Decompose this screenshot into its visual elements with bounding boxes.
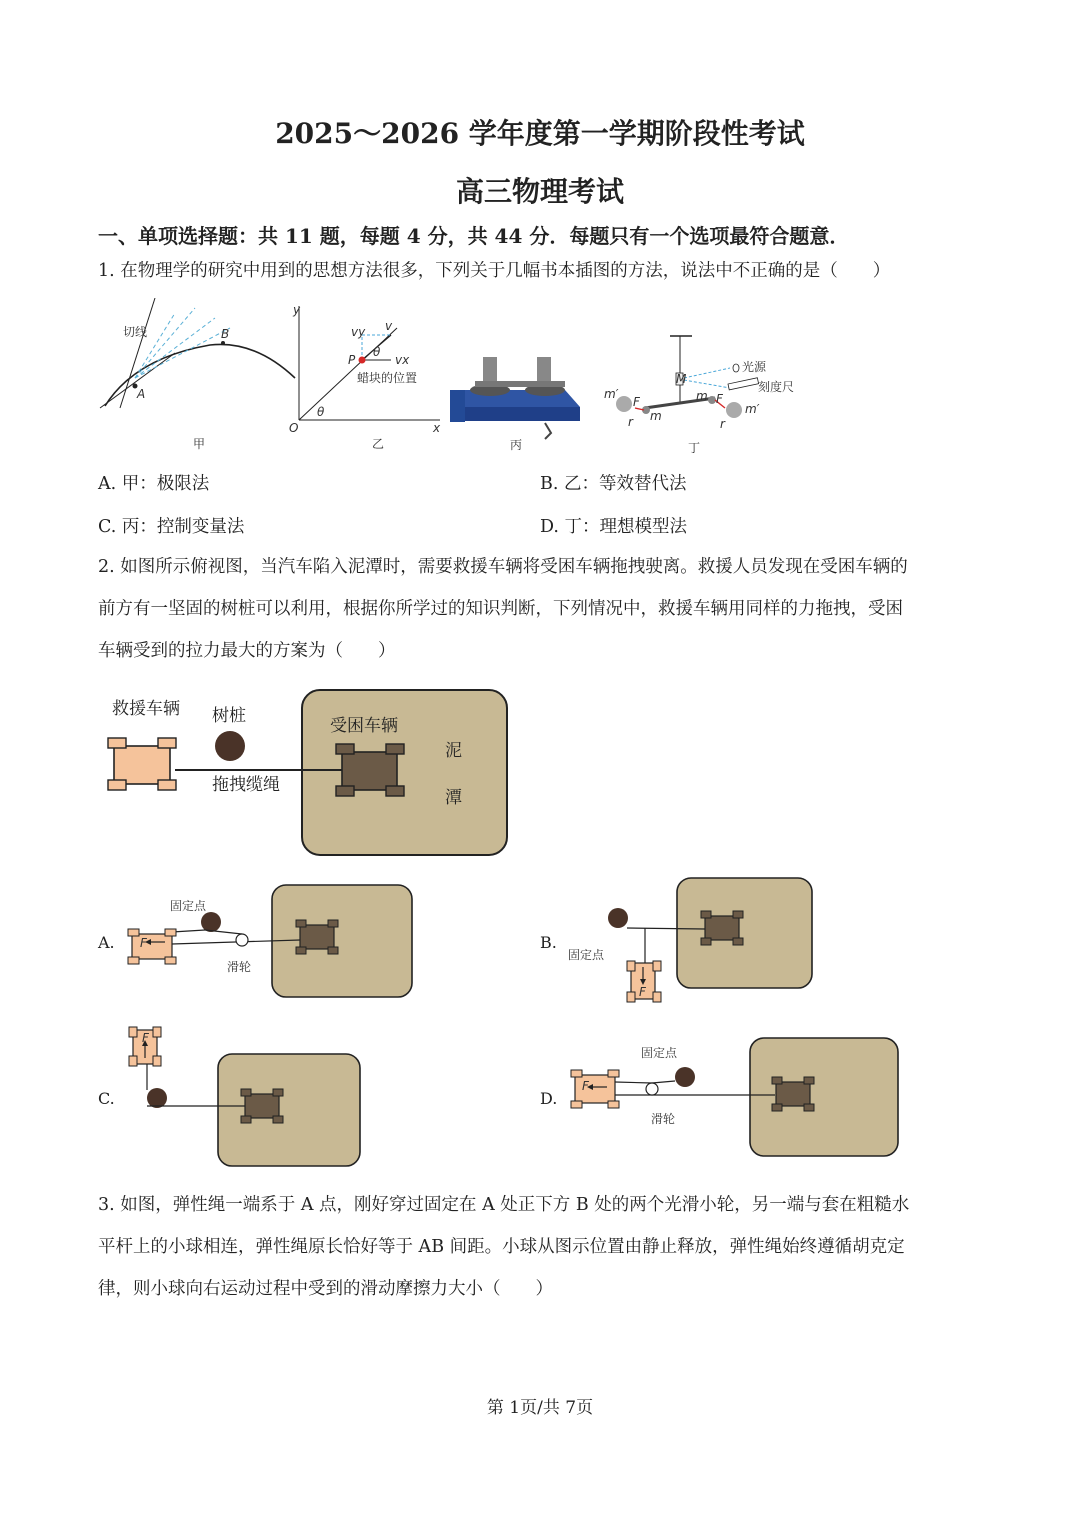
q1-stem: 1. 在物理学的研究中用到的思想方法很多，下列关于几幅书本插图的方法，说法中不正确的是（ ） bbox=[98, 261, 891, 281]
ding-label-m: M bbox=[676, 372, 687, 386]
q3-stem-line1: 3. 如图，弹性绳一端系于 A 点，刚好穿过固定在 A 处正下方 B 处的两个光滑小轮，另一端与套在粗糙水 bbox=[98, 1195, 910, 1215]
q2-option-c-label: C. bbox=[98, 1089, 115, 1108]
q2-stem-line3: 车辆受到的拉力最大的方案为（ ） bbox=[98, 641, 396, 661]
q1-option-b: B. 乙：等效替代法 bbox=[540, 474, 687, 494]
jia-label-b: B bbox=[221, 327, 230, 341]
q2-option-c-figure bbox=[95, 1020, 365, 1170]
jia-label-tangent: 切线 bbox=[123, 325, 148, 339]
q1-option-c: C. 丙：控制变量法 bbox=[98, 517, 245, 537]
q1-option-a: A. 甲：极限法 bbox=[98, 474, 210, 494]
ding-label-f2: F bbox=[716, 392, 723, 406]
jia-caption: 甲 bbox=[193, 437, 206, 451]
section-heading: 一、单项选择题：共 11 题，每题 4 分，共 44 分．每题只有一个选项最符合题意． bbox=[98, 224, 850, 248]
q2-main-figure bbox=[100, 688, 520, 860]
yi-label-y: y bbox=[293, 303, 301, 317]
q2-stem bbox=[98, 546, 983, 672]
exam-subtitle: 高三物理考试 bbox=[455, 175, 624, 208]
label-trapped-car: 受困车辆 bbox=[330, 716, 398, 736]
figure-yi bbox=[285, 298, 445, 458]
q2-c-force: F bbox=[142, 1031, 149, 1045]
label-rescue-car: 救援车辆 bbox=[112, 699, 180, 719]
tree-stump bbox=[215, 731, 245, 761]
yi-label-v: v bbox=[385, 319, 393, 333]
q1-option-d: D. 丁：理想模型法 bbox=[540, 517, 688, 537]
yi-label-theta2: θ bbox=[373, 345, 381, 359]
yi-label-vx: vx bbox=[395, 353, 410, 367]
ding-caption: 丁 bbox=[688, 441, 701, 455]
q2-d-pulley: 滑轮 bbox=[651, 1112, 676, 1126]
page-footer: 第 1页/共 7页 bbox=[486, 1398, 594, 1418]
q2-option-d-label: D. bbox=[540, 1089, 558, 1108]
ding-label-mprime2: m′ bbox=[745, 402, 760, 416]
ding-label-r2: r bbox=[720, 417, 725, 431]
ding-label-m2: m bbox=[696, 389, 708, 403]
q2-option-a-figure bbox=[95, 880, 420, 1000]
figure-ding bbox=[600, 328, 810, 458]
q2-a-force: F bbox=[140, 936, 147, 950]
q2-stem-line1: 2. 如图所示俯视图，当汽车陷入泥潭时，需要救援车辆将受困车辆拖拽驶离。救援人员发现在受困车辆的 bbox=[98, 557, 908, 577]
ding-label-light: 光源 bbox=[742, 360, 767, 374]
q2-a-fixed: 固定点 bbox=[170, 899, 207, 913]
figure-bing bbox=[445, 345, 585, 460]
yi-label-p: P bbox=[348, 353, 356, 367]
ding-label-f1: F bbox=[633, 395, 640, 409]
yi-label-o: O bbox=[289, 421, 299, 435]
q2-d-force: F bbox=[582, 1079, 589, 1093]
yi-label-theta: θ bbox=[317, 405, 325, 419]
exam-title: 2025～2026 学年度第一学期阶段性考试 bbox=[275, 117, 805, 150]
q3-stem-line3: 律，则小球向右运动过程中受到的滑动摩擦力大小（ ） bbox=[98, 1279, 553, 1299]
jia-label-a: A bbox=[137, 387, 146, 401]
q2-a-pulley: 滑轮 bbox=[227, 960, 252, 974]
figure-jia bbox=[95, 298, 300, 458]
q2-option-d-figure bbox=[535, 1035, 905, 1160]
q2-stem-line2: 前方有一坚固的树桩可以利用，根据你所学过的知识判断，下列情况中，救援车辆用同样的力拖拽，受困 bbox=[98, 599, 903, 619]
rescue-car bbox=[108, 738, 176, 790]
bing-caption: 丙 bbox=[510, 438, 523, 452]
label-stump: 树桩 bbox=[212, 706, 246, 726]
label-mud-2: 潭 bbox=[445, 788, 462, 808]
q2-option-a-label: A. bbox=[98, 933, 115, 952]
yi-caption: 乙 bbox=[372, 437, 385, 451]
q3-stem-line2: 平杆上的小球相连，弹性绳原长恰好等于 AB 间距。小球从图示位置由静止释放，弹性绳始终遵循胡克定 bbox=[98, 1237, 905, 1257]
q3-stem bbox=[98, 1184, 983, 1310]
yi-label-vy: vy bbox=[351, 325, 366, 339]
q2-option-b-label: B. bbox=[540, 933, 557, 952]
label-mud-1: 泥 bbox=[445, 741, 462, 761]
trapped-car bbox=[336, 744, 404, 796]
q2-option-b-figure bbox=[535, 875, 820, 1010]
q2-b-force: F bbox=[639, 985, 646, 999]
q2-d-fixed: 固定点 bbox=[641, 1046, 678, 1060]
yi-label-position: 蜡块的位置 bbox=[357, 371, 418, 385]
yi-label-x: x bbox=[433, 421, 441, 435]
ding-label-r1: r bbox=[628, 415, 633, 429]
ding-label-ruler: 刻度尺 bbox=[758, 380, 795, 394]
label-rope: 拖拽缆绳 bbox=[212, 775, 280, 795]
q2-b-fixed: 固定点 bbox=[568, 948, 605, 962]
ding-label-m1: m bbox=[650, 409, 662, 423]
ding-label-mprime1: m′ bbox=[604, 387, 619, 401]
